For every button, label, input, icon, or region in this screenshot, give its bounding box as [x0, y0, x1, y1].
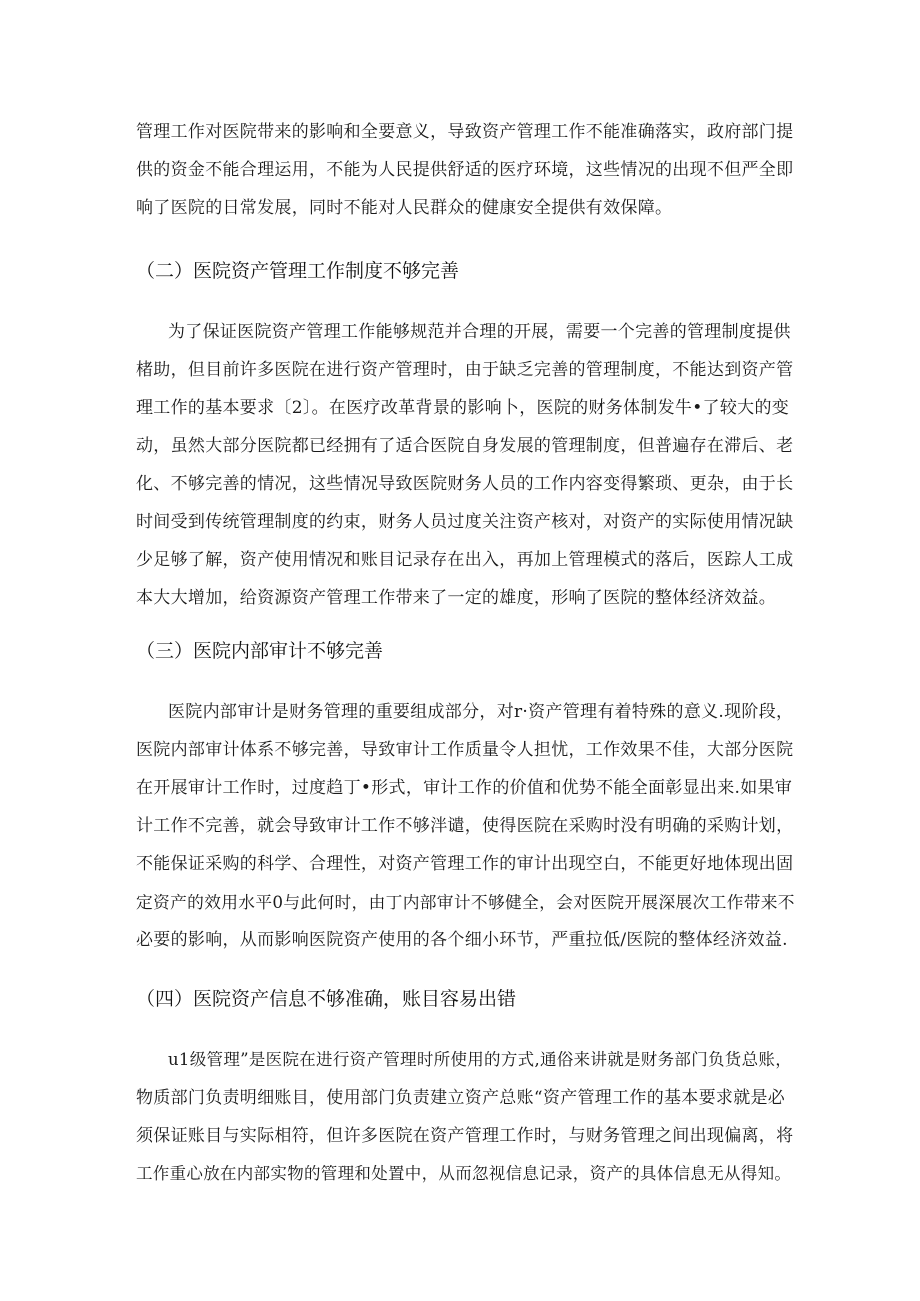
paragraph-line: 须保证账目与实际相符，但许多医院在资产管理工作时，与财务管理之间出现偏离，将 [136, 1126, 794, 1146]
paragraph-line: 医院内部审计是财务管理的重要组成部分，对r·资产管理有着特殊的意义.现阶段， [168, 702, 794, 722]
section-heading-2: （二）医院资产管理工作制度不够完善 [136, 260, 460, 282]
section-heading-4: （四）医院资产信息不够准确，账目容易出错 [136, 988, 517, 1010]
paragraph-line: 楮助，但目前许多医院在进行资产管理时，由于缺乏完善的管理制度，不能达到资产管 [136, 360, 794, 380]
section-heading-3: （三）医院内部审计不够完善 [136, 640, 384, 662]
paragraph-line: 理工作的基本要求〔2〕。在医疗改革背景的影响卜，医院的财务体制发牛•了较大的变 [136, 398, 790, 418]
paragraph-line: 本大大增加，给资源资产管理工作带来了一定的雄度，形响了医院的整体经济效益。 [136, 588, 777, 608]
paragraph-line: 不能保证采购的科学、合理性，对资产管理工作的审计出现空白，不能更好地体现出固 [136, 854, 794, 874]
paragraph-line: 在开展审计工作时，过度趋丁•形式，审计工作的价值和优势不能全面彰显出来.如果审 [136, 778, 793, 798]
paragraph-line: 为了保证医院资产管理工作能够规范并合理的开展，需要一个完善的管理制度提供 [168, 322, 791, 342]
paragraph-line: 医院内部审计体系不够完善，导致审计工作质量令人担忧，工作效果不佳，大部分医院 [136, 740, 794, 760]
paragraph-line: 时间受到传统管理制度的约束，财务人员过度关注资产核对，对资产的实际使用情况缺 [136, 512, 794, 532]
paragraph-line: 管理工作对医院带来的影响和全要意义，导致资产管理工作不能准确落实，政府部门提 [136, 122, 794, 142]
paragraph-line: 工作重心放在内部实物的管理和处置中，从而忽视信息记录，资产的具体信息无从得知。 [136, 1164, 792, 1183]
paragraph-line: 计工作不完善，就会导致审计工作不够泮谴，使得医院在采购时没有明确的采购计划， [136, 816, 794, 836]
paragraph-line: 定资产的效用水平0与此何时，由丁内部审计不够健全，会对医院开展深展次工作带来不 [136, 892, 795, 912]
paragraph-line: 必要的影响，从而影响医院资产使用的各个细小环节，严重拉低/医院的整体经济效益. [136, 930, 788, 950]
paragraph-line: 少足够了解，资产使用情况和账目记录存在出入，再加上管理模式的落后，医踪人工成 [136, 550, 794, 570]
paragraph-line: u1级管理”是医院在进行资产管理时所使用的方式,通俗来讲就是财务部门负货总账， [168, 1050, 793, 1069]
paragraph-line: 动，虽然大部分医院都已经拥有了适合医院自身发展的管理制度，但普遍存在滞后、老 [136, 436, 794, 456]
paragraph-line: 供的资金不能合理运用，不能为人民提供舒适的医疗环境，这些情况的出现不但严全即 [136, 160, 794, 180]
paragraph-line: 化、不够完善的情况，这些情况导致医院财务人员的工作内容变得繁琐、更杂，由于长 [136, 474, 794, 494]
paragraph-line: 响了医院的日常发展，同时不能对人民群众的健康安全提供有效保障。 [136, 198, 673, 218]
paragraph-line: 物质部门负责明细账目，使用部门负责建立资产总账“资产管理工作的基本要求就是必 [136, 1088, 786, 1108]
